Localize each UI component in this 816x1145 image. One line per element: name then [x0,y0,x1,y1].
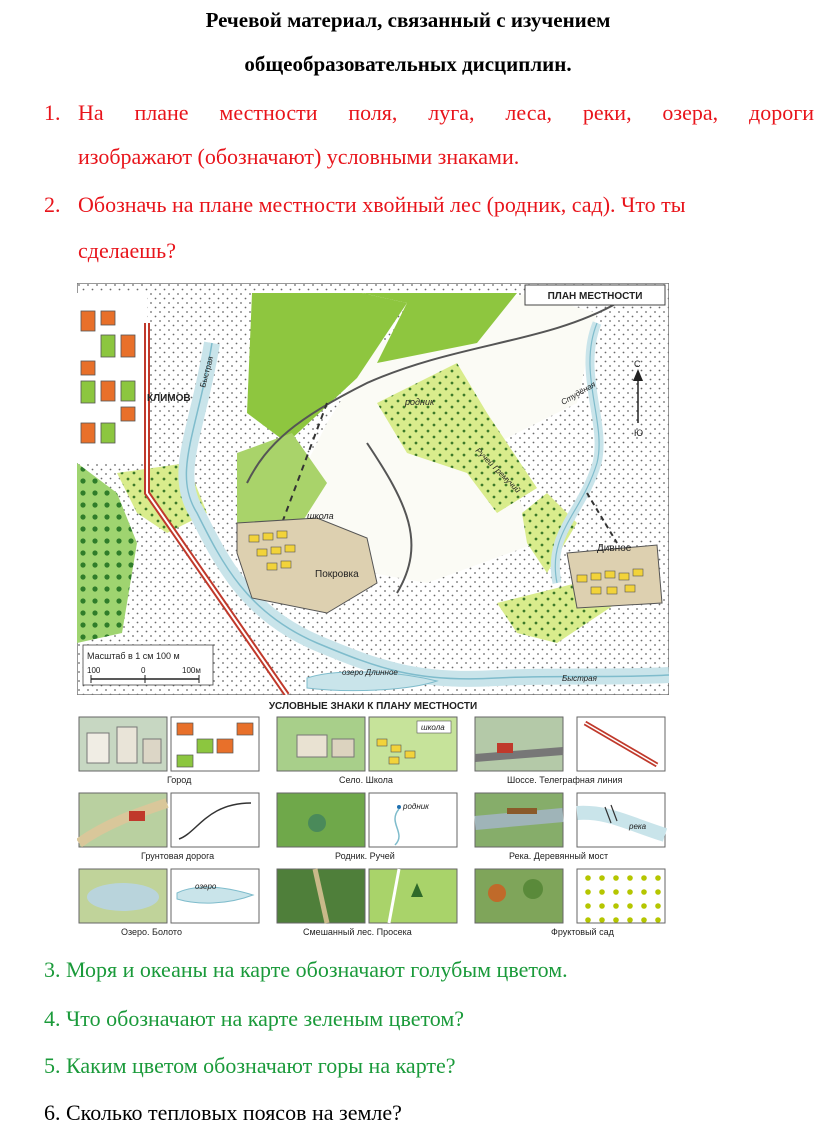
item-6 [44,1100,402,1126]
item-2-number: 2. [44,192,61,217]
label-bystraya-bottom: Быстрая [562,674,597,683]
map-header: ПЛАН МЕСТНОСТИ [547,291,643,302]
item-1-word: луга, [428,100,475,125]
label-bystraya-top: Быстрая [198,355,216,389]
caption-selo: Село. Школа [339,775,393,785]
caption-sad: Фруктовый сад [551,927,614,937]
page-subtitle: общеобразовательных дисциплин. [244,52,572,76]
item-2-line-2: сделаешь? [78,238,176,263]
item-6-text: Сколько тепловых поясов на земле? [66,1100,402,1125]
caption-reka: Река. Деревянный мост [509,851,609,861]
page-title: Речевой материал, связанный с изучением [205,8,611,32]
caption-les: Смешанный лес. Просека [303,927,412,937]
item-1-line-2: изображают (обозначают) условными знаками. [78,144,520,169]
legend-inset-rodnik: родник [403,802,429,811]
label-divnoe: Дивное [597,543,632,554]
caption-ozero: Озеро. Болото [121,927,182,937]
item-1-word: реки, [582,100,632,125]
label-shkola: школа [307,511,334,521]
item-5 [44,1053,456,1079]
item-3-number: 3. [44,957,61,982]
scale-tick: 0 [141,666,146,675]
caption-rodnik: Родник. Ручей [335,851,395,861]
item-2-line-1 [44,192,686,218]
legend-inset-ozero: озеро [195,882,217,891]
label-ozero: озеро Длинное [342,668,398,677]
item-4-text: Что обозначают на карте зеленым цветом? [66,1006,465,1031]
scale-title: Масштаб в 1 см 100 м [87,651,180,661]
label-pokrovka: Покровка [315,569,359,580]
label-rodnik: родник [405,397,435,407]
legend-inset-school: школа [421,723,445,732]
item-3-text: Моря и океаны на карте обозначают голубым цветом. [66,957,568,982]
compass-north: С [634,359,641,369]
label-ruchey: Ручей Гремучий [473,446,523,495]
compass-south: Ю [634,428,644,438]
legend-title: УСЛОВНЫЕ ЗНАКИ К ПЛАНУ МЕСТНОСТИ [268,701,478,712]
item-2-text: Обозначь на плане местности хвойный лес (родник, сад). Что ты [78,192,686,217]
item-1-word: леса, [505,100,552,125]
item-4 [44,1006,464,1032]
item-1-line-1 [44,100,814,126]
label-klimov: КЛИМОВ [147,393,191,404]
terrain-map [77,283,669,695]
legend [77,695,669,945]
caption-gorod: Город [167,775,192,785]
item-1-word: поля, [348,100,398,125]
item-1-word: озера, [662,100,719,125]
map-figure [77,283,669,945]
label-studenaya: Студёная [559,379,598,407]
item-4-number: 4. [44,1006,61,1031]
item-1-number: 1. [44,100,61,125]
item-3 [44,957,568,983]
scale-tick: 100м [182,666,201,675]
item-5-number: 5. [44,1053,61,1078]
item-6-number: 6. [44,1100,61,1125]
item-1-word: местности [219,100,318,125]
map-scale [83,645,213,685]
item-1-word: дороги [749,100,814,125]
caption-shosse: Шоссе. Телеграфная линия [507,775,623,785]
item-1-word: На [78,100,104,125]
item-5-text: Каким цветом обозначают горы на карте? [66,1053,456,1078]
legend-inset-reka: река [629,822,647,831]
scale-tick: 100 [87,666,101,675]
caption-gruntovaya: Грунтовая дорога [141,851,215,861]
item-1-word: плане [134,100,189,125]
